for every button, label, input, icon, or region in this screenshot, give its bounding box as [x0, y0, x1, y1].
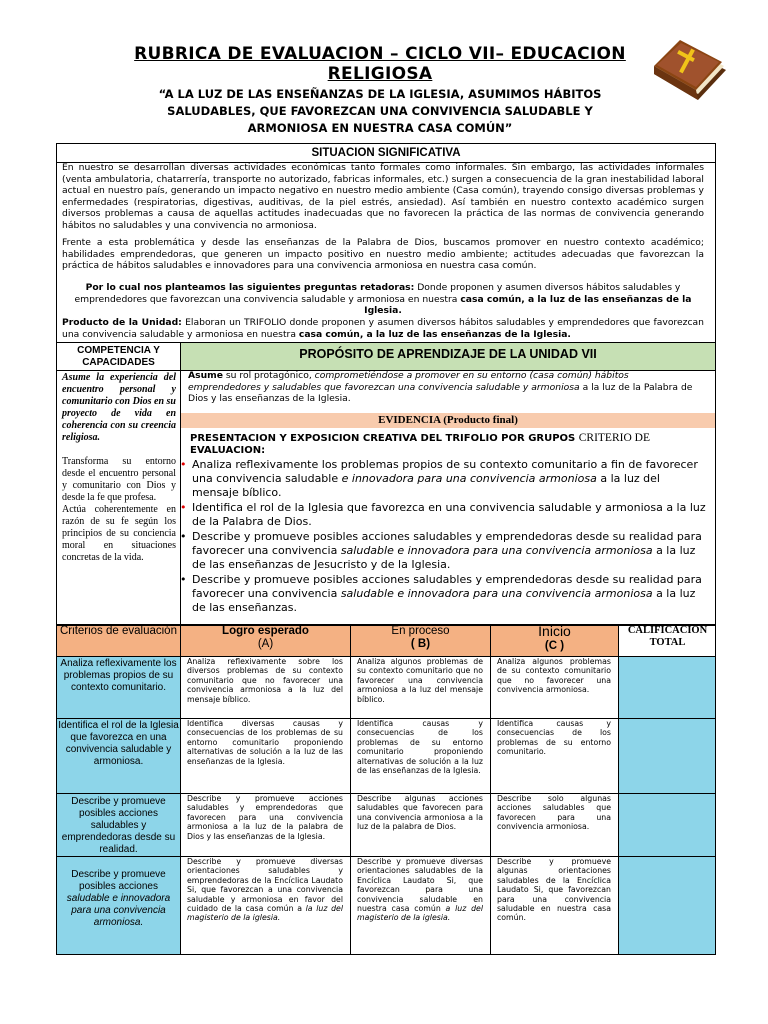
criterios-header: Criterios de evaluación [60, 625, 177, 637]
calificacion-header: CALIFICACION TOTAL [627, 625, 708, 648]
logro-header: Logro esperado (A) [222, 625, 309, 650]
document-subtitle-line1: “A LA LUZ DE LAS ENSEÑANZAS DE LA IGLESIA, ASUMIMOS HÁBITOS [158, 87, 602, 101]
bible-with-cross-icon [648, 30, 730, 104]
criterio-item: • Describe y promueve posibles acciones saludables y emprendedoras desde su realidad para favorecer una convivencia saludable e innovadora para una convivencia armoniosa a la luz de las enseñanzas de Jesucristo y de la Iglesia. [180, 530, 702, 571]
evidencia-header: EVIDENCIA (Producto final) [181, 413, 715, 428]
document-title-line1: RUBRICA DE EVALUACION – CICLO VII– EDUCACION [134, 44, 626, 64]
document-header [110, 44, 650, 135]
evidencia-presentacion: PRESENTACION Y EXPOSICION CREATIVA DEL TRIFOLIO POR GRUPOS CRITERIO DE EVALUACION: [190, 432, 650, 456]
document-subtitle-line3: ARMONIOSA EN NUESTRA CASA COMÚN” [247, 121, 513, 135]
table-row-1-criterio: Analiza reflexivamente los problemas propios de su contexto comunitario. [60, 658, 177, 693]
criterio-item: • Analiza reflexivamente los problemas propios de su contexto comunitario a fin de favorecer una convivencia saludable e innovadora para una convivencia armoniosa a la luz del mensaje bíblico. [180, 458, 698, 499]
document-subtitle-line2: SALUDABLES, QUE FAVOREZCAN UNA CONVIVENCIA SALUDABLE Y [167, 104, 593, 118]
table-row-3-a: Describe y promueve acciones saludables y emprendedoras que favorecen para una convivencia armoniosa a la luz de la palabra de Dios y las enseñanzas de la Iglesia. [187, 794, 343, 841]
inicio-header: Inicio (C ) [538, 623, 571, 652]
table-row-1-a: Analiza reflexivamente sobre los diversos problemas de su contexto comunitario que no favorecer una convivencia armoniosa a la luz del mensaje bíblico. [187, 657, 343, 704]
table-row-2-c: Identifica causas y consecuencias de los problemas de su entorno comunitario. [497, 719, 611, 757]
situacion-paragraph-3: Por lo cual nos planteamos las siguientes preguntas retadoras: Donde proponen y asumen diversos hábitos saludables y emprendedores que favorezcan una convivencia saludable y armoniosa en nuestra casa común, a la luz de las enseñanzas de la Iglesia. [74, 282, 692, 317]
criterio-item: • Identifica el rol de la Iglesia que favorezca en una convivencia saludable y armoniosa a la luz de la Palabra de Dios. [180, 501, 706, 528]
table-row-4-a: Describe y promueve diversas orientaciones saludables y emprendedoras de la Encíclica Laudato Si, que favorezcan a una convivencia saludable y armoniosa en favor del cuidado de la casa común a la luz del magisterio de la iglesia. [187, 857, 343, 923]
proceso-header: En proceso ( B) [391, 625, 450, 650]
proposito-text: Asume su rol protagónico, comprometiéndose a promover en su entorno (casa común) hábitos emprendedores y saludables que favorezcan una convivencia saludable y armoniosa a la luz de la Palabra de Dios y las enseñanzas de la Iglesia. [188, 370, 693, 405]
table-row-2-b: Identifica causas y consecuencias de los problemas de su entorno comunitario proponiendo alternativas de solución a la luz de las enseñanzas de la Iglesia. [357, 719, 483, 776]
criterios-list [180, 458, 706, 616]
table-row-3-criterio: Describe y promueve posibles acciones saludables y emprendedoras desde su realidad. [61, 796, 176, 855]
producto-unidad: Producto de la Unidad: Elaboran un TRIFOLIO donde proponen y asumen diversos hábitos saludables y emprendedores que favorezcan una convivencia saludable y armoniosa en nuestra casa común, a la luz de las enseñanzas de la Iglesia. [62, 317, 704, 340]
competencia-header: COMPETENCIA Y CAPACIDADES [77, 345, 160, 368]
table-row-4-criterio: Describe y promueve posibles acciones saludable e innovadora para una convivencia armoniosa. [66, 869, 171, 928]
table-row-1-b: Analiza algunos problemas de su contexto comunitario que no favorecer una convivencia armoniosa a la luz del mensaje bíblico. [357, 657, 483, 704]
table-row-2-criterio: Identifica el rol de la Iglesia que favorezca en una convivencia saludable y armoniosa. [58, 720, 179, 767]
competencia-text: Asume la experiencia del encuentro personal y comunitario con Dios en su proyecto de vida en coherencia con su creencia religiosa. Transforma su entorno desde el encuentro personal y comunitario con Dios y desde la fe que profesa. Actúa coherentemente en razón de su fe según los principios de su conciencia moral en situaciones concretas de la vida. [62, 372, 176, 563]
table-row-2-a: Identifica diversas causas y consecuencias de los problemas de su entorno comunitario proponiendo alternativas de solución a la luz de las enseñanzas de la Iglesia. [187, 719, 343, 766]
situacion-paragraph-1: En nuestro se desarrollan diversas actividades económicas tanto formales como informales. Sin embargo, las actividades informales (venta ambulatoria, chatarrería, transporte no autorizado, fabricas informales, etc.) surgen a consecuencia de la gran inestabilidad laboral actual en nuestro país, generando un impacto negativo en nuestro medio ambiente (Casa común), trayendo consigo diversas problemas y enfermedades (respiratorias, digestivas, auditivas, de la piel estrés, ansiedad). Así también en nuestro contexto académico surgen diversos problemas a causa de aquellas actitudes inadecuadas que no favorecen la práctica de las normas de convivencia generando hábitos no saludables y una convivencia no armoniosa. [62, 162, 704, 231]
criterio-item: • Describe y promueve posibles acciones saludables y emprendedoras desde su realidad para favorecer una convivencia saludable e innovadora para una convivencia armoniosa a la luz de las enseñanzas. [180, 573, 702, 614]
table-row-4-c: Describe y promueve algunas orientaciones saludables de la Encíclica Laudato Si, que favorezcan para una convivencia saludable en nuestra casa común. [497, 857, 611, 923]
table-row-3-c: Describe solo algunas acciones saludables que favorecen para una convivencia armoniosa. [497, 794, 611, 832]
situacion-paragraph-2: Frente a esta problemática y desde las enseñanzas de la Palabra de Dios, buscamos promover en nuestro contexto académico; habilidades emprendedoras, que generen un impacto positivo en nuestro medio ambiente; actitudes adecuadas que favorezcan la práctica de hábitos saludables e innovadores para una convivencia armoniosa en nuestra casa común. [62, 237, 704, 272]
table-row-4-b: Describe y promueve diversas orientaciones saludables de la Encíclica Laudato Si, que favorezcan para una convivencia saludable en nuestra casa común a luz del magisterio de la iglesia. [357, 857, 483, 923]
proposito-header: PROPÓSITO DE APRENDIZAJE DE LA UNIDAD VII [181, 343, 715, 370]
situacion-title: SITUACION SIGNIFICATIVA [311, 147, 461, 159]
document-title-line2: RELIGIOSA [327, 64, 433, 84]
table-row-3-b: Describe algunas acciones saludables que favorecen para una convivencia armoniosa a la luz de la palabra de Dios. [357, 794, 483, 832]
table-row-1-c: Analiza algunos problemas de su contexto comunitario que no favorecer una convivencia armoniosa. [497, 657, 611, 695]
